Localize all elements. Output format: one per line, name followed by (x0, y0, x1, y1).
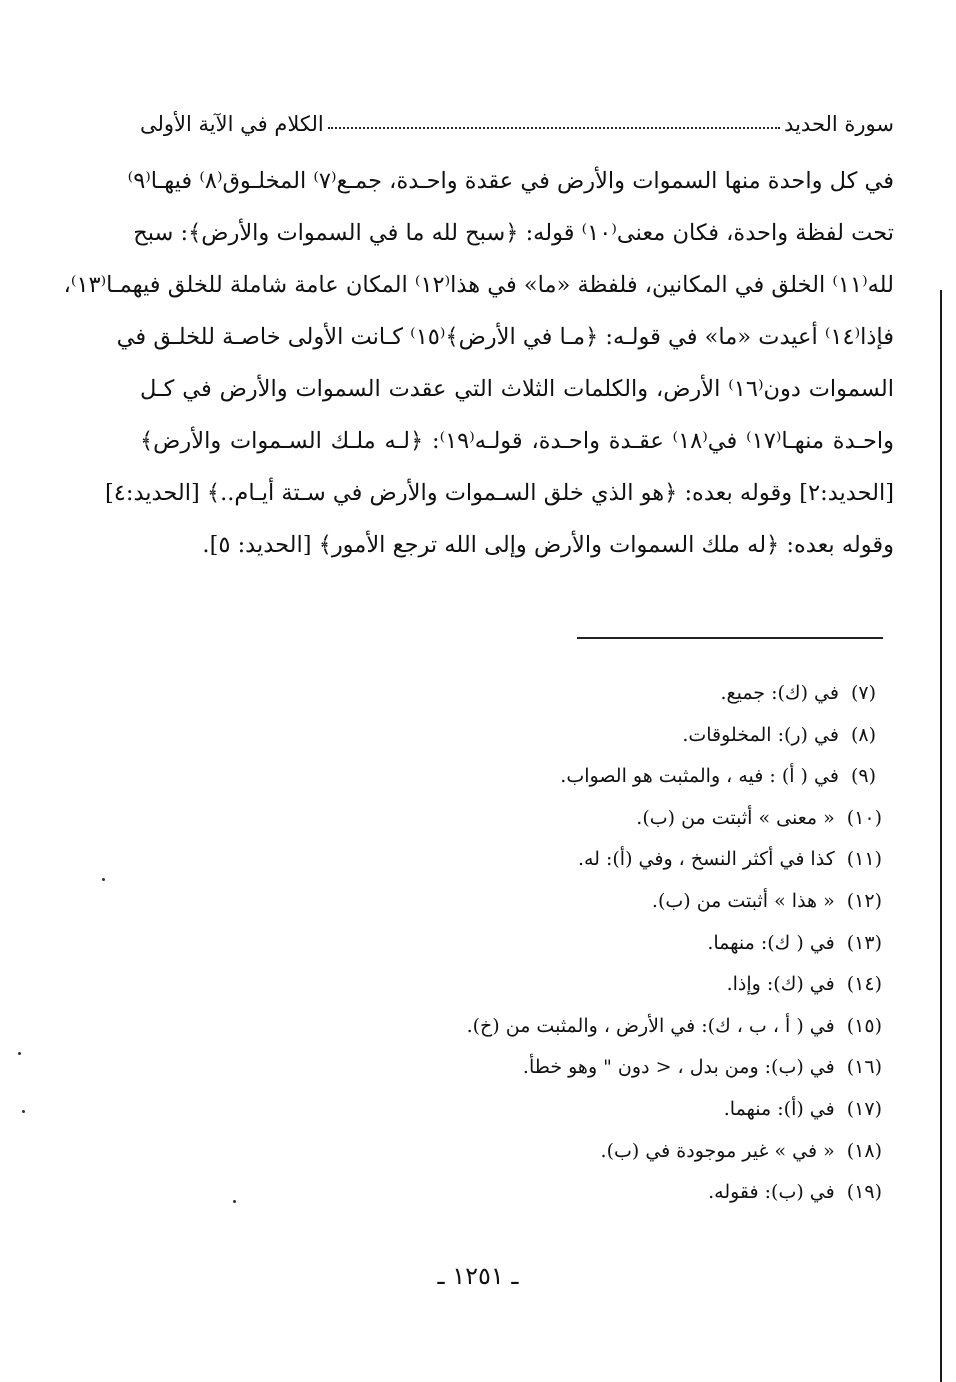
running-header (140, 104, 894, 136)
scan-speck (233, 1200, 236, 1203)
main-text (63, 155, 895, 571)
footnote-number: (١٠) (846, 806, 882, 829)
footnote-number: (١٧) (846, 1097, 882, 1120)
footnote-number: (١١) (846, 848, 882, 871)
footnote-text: في ( أ) : فيه ، والمثبت هو الصواب. (560, 765, 839, 788)
footnote-number: (١٨) (846, 1139, 882, 1162)
footnote-text: في (ب): ومن بدل ، < دون " وهو خطأ. (522, 1056, 835, 1079)
footnote-number: (١٣) (846, 931, 882, 954)
footnote-item (122, 1089, 882, 1131)
footnote-item (122, 715, 876, 757)
footnote-item (122, 1172, 882, 1214)
text-line: واحـدة منهـا⁽١٧⁾ في⁽١٨⁾ عقـدة واحـدة، قولـه⁽١٩⁾: ﴿لـه ملـك السـموات والأرض﴾ (140, 428, 895, 454)
footnote-separator (577, 637, 883, 639)
footnote-item (122, 798, 882, 840)
scan-speck (102, 878, 105, 881)
footnote-number: (١٢) (846, 889, 882, 912)
footnote-number: (١٩) (846, 1181, 882, 1204)
footnote-text: في (أ): منهما. (723, 1097, 835, 1120)
page-number: ـ ١٢٥١ ـ (437, 1262, 519, 1290)
footnote-item (122, 923, 882, 965)
header-surah: سورة الحديد (784, 112, 894, 136)
footnote-item (122, 1006, 882, 1048)
text-line: لله⁽١١⁾ الخلق في المكانين، فلفظة «ما» في هذا⁽١٢⁾ المكان عامة شاملة للخلق فيهمـا⁽١٣⁾، (63, 272, 894, 298)
footnote-text: في (ر): المخلوقات. (682, 723, 839, 746)
footnote-number: (١٤) (846, 973, 882, 996)
header-leader-dots (328, 127, 780, 129)
footnote-item (122, 881, 882, 923)
text-line: [الحديد:٢] وقوله بعده: ﴿هو الذي خلق السـموات والأرض في سـتة أيـام..﴾ [الحديد:٤] (105, 480, 894, 506)
footnote-list (122, 673, 882, 1214)
footnote-number: (١٥) (846, 1014, 882, 1037)
footnote-text: في (ك): جميع. (720, 682, 839, 704)
header-section: الكلام في الآية الأولى (140, 112, 324, 136)
footnote-number: (٧) (850, 682, 876, 704)
footnote-text: في (ب): فقوله. (708, 1181, 835, 1204)
scan-speck (22, 1110, 25, 1113)
text-line: وقوله بعده: ﴿له ملك السموات والأرض وإلى الله ترجع الأمور﴾ [الحديد: ٥]. (202, 532, 894, 558)
footnote-number: (٩) (850, 765, 876, 788)
footnote-text: في ( ك): منهما. (707, 931, 835, 954)
footnote-item (122, 1131, 882, 1173)
text-line: فإذا⁽١٤⁾ أعيدت «ما» في قولـه: ﴿مـا في الأرض﴾⁽١٥⁾ كـانت الأولى خاصـة للخلـق في (116, 324, 894, 350)
footnote-number: (١٦) (846, 1056, 882, 1079)
scan-edge-line (940, 290, 942, 1382)
footnote-item (122, 756, 876, 798)
footnote-item (122, 964, 882, 1006)
footnote-text: « معنى » أثبتت من (ب). (636, 806, 835, 829)
footnote-item (122, 1047, 882, 1089)
text-line: في كل واحدة منها السموات والأرض في عقدة واحـدة، جمـع⁽٧⁾ المخلـوق⁽٨⁾ فيهـا⁽٩⁾ (127, 168, 894, 194)
footnote-text: في (ك): وإذا. (726, 973, 835, 996)
footnote-item (122, 673, 876, 715)
text-line: تحت لفظة واحدة، فكان معنى⁽١٠⁾ قوله: ﴿سبح لله ما في السموات والأرض﴾: سبح (133, 220, 894, 246)
scan-speck (18, 1052, 21, 1055)
footnote-text: « في » غير موجودة في (ب). (600, 1139, 835, 1162)
footnote-item (122, 839, 882, 881)
footnote-text: « هذا » أثبتت من (ب). (651, 889, 835, 912)
text-line: السموات دون⁽١٦⁾ الأرض، والكلمات الثلاث التي عقدت السموات والأرض في كـل (140, 376, 894, 402)
footnote-text: في ( أ ، ب ، ك): في الأرض ، والمثبت من (خ). (466, 1014, 835, 1037)
footnote-text: كذا في أكثر النسخ ، وفي (أ): له. (577, 848, 835, 871)
footnote-number: (٨) (850, 723, 876, 746)
